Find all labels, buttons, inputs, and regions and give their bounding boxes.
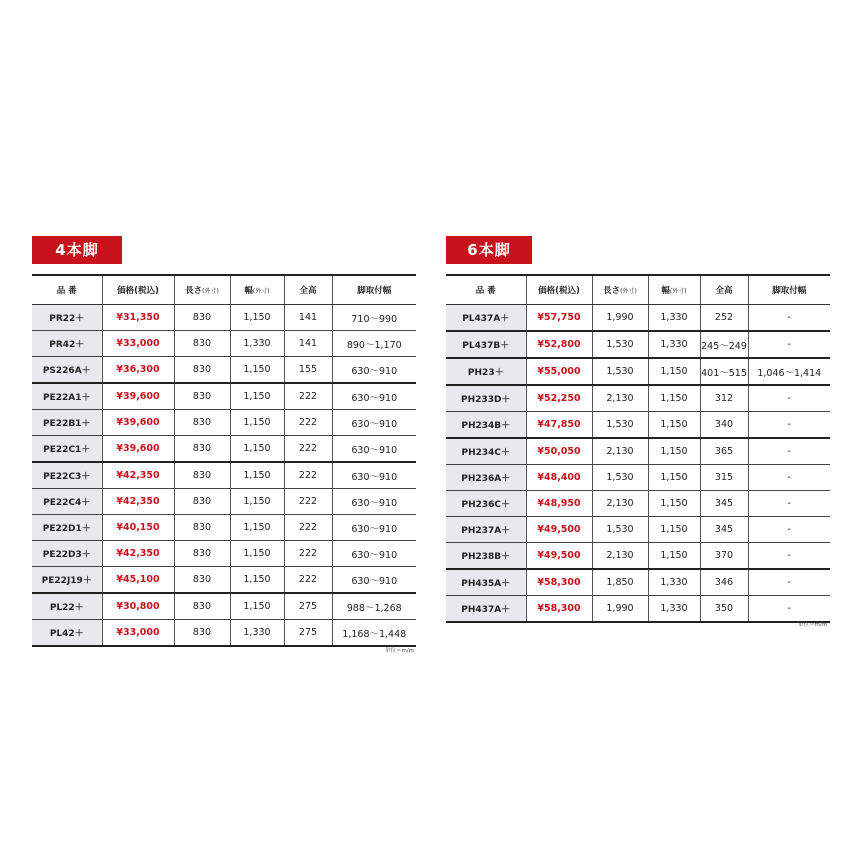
cell-model: PE22J19＋ xyxy=(32,567,102,594)
cell-width: 1,150 xyxy=(648,385,700,412)
table-row xyxy=(32,305,416,331)
cell-height: 350 xyxy=(700,596,748,623)
table-row xyxy=(446,385,830,412)
cell-range: 630～910 xyxy=(332,567,416,594)
cell-price: ¥31,350 xyxy=(102,305,174,331)
cell-width: 1,150 xyxy=(230,462,284,489)
cell-length: 1,530 xyxy=(592,517,648,543)
cell-height: 275 xyxy=(284,620,332,647)
cell-price: ¥39,600 xyxy=(102,383,174,410)
table-row xyxy=(32,357,416,384)
cell-length: 830 xyxy=(174,410,230,436)
cell-range: - xyxy=(748,305,830,332)
cell-model: PE22C4＋ xyxy=(32,489,102,515)
cell-height: 222 xyxy=(284,410,332,436)
cell-model: PH236C＋ xyxy=(446,491,526,517)
cell-height: 340 xyxy=(700,412,748,439)
cell-length: 2,130 xyxy=(592,543,648,570)
cell-price: ¥42,350 xyxy=(102,541,174,567)
col-range-header: 脚取付幅 xyxy=(332,275,416,305)
cell-width: 1,150 xyxy=(648,465,700,491)
cell-height: 365 xyxy=(700,438,748,465)
cell-price: ¥49,500 xyxy=(526,543,592,570)
cell-range: 710～990 xyxy=(332,305,416,331)
cell-model: PR42＋ xyxy=(32,331,102,357)
cell-model: PE22B1＋ xyxy=(32,410,102,436)
cell-range: - xyxy=(748,438,830,465)
cell-width: 1,330 xyxy=(230,331,284,357)
col-model-header: 品 番 xyxy=(32,275,102,305)
cell-height: 345 xyxy=(700,491,748,517)
table-row xyxy=(32,567,416,594)
cell-range: - xyxy=(748,517,830,543)
table-row xyxy=(446,569,830,596)
cell-height: 345 xyxy=(700,517,748,543)
cell-price: ¥42,350 xyxy=(102,462,174,489)
cell-range: 630～910 xyxy=(332,357,416,384)
table-row xyxy=(32,515,416,541)
cell-height: 222 xyxy=(284,462,332,489)
cell-model: PH237A＋ xyxy=(446,517,526,543)
cell-price: ¥48,400 xyxy=(526,465,592,491)
cell-price: ¥36,300 xyxy=(102,357,174,384)
cell-length: 1,530 xyxy=(592,358,648,385)
cell-price: ¥55,000 xyxy=(526,358,592,385)
cell-width: 1,150 xyxy=(648,412,700,439)
cell-length: 1,850 xyxy=(592,569,648,596)
cell-price: ¥50,050 xyxy=(526,438,592,465)
cell-length: 830 xyxy=(174,357,230,384)
cell-model: PH234B＋ xyxy=(446,412,526,439)
four-leg-spec-table xyxy=(32,274,416,647)
col-width-header: 幅(外寸) xyxy=(648,275,700,305)
cell-range: - xyxy=(748,385,830,412)
col-model-header: 品 番 xyxy=(446,275,526,305)
six-leg-badge: 6本脚 xyxy=(446,236,532,264)
cell-length: 830 xyxy=(174,462,230,489)
cell-range: 1,168～1,448 xyxy=(332,620,416,647)
cell-width: 1,330 xyxy=(648,569,700,596)
cell-price: ¥30,800 xyxy=(102,593,174,620)
cell-width: 1,150 xyxy=(230,410,284,436)
cell-range: - xyxy=(748,569,830,596)
cell-model: PH234C＋ xyxy=(446,438,526,465)
cell-length: 2,130 xyxy=(592,491,648,517)
cell-height: 312 xyxy=(700,385,748,412)
table-row xyxy=(32,436,416,463)
table-header-row xyxy=(446,275,830,305)
col-length-header: 長さ(外寸) xyxy=(174,275,230,305)
cell-price: ¥48,950 xyxy=(526,491,592,517)
table-row xyxy=(32,541,416,567)
cell-height: 155 xyxy=(284,357,332,384)
cell-model: PL42＋ xyxy=(32,620,102,647)
cell-width: 1,150 xyxy=(648,491,700,517)
cell-range: 630～910 xyxy=(332,489,416,515)
cell-model: PS226A＋ xyxy=(32,357,102,384)
cell-price: ¥33,000 xyxy=(102,620,174,647)
table-row xyxy=(446,438,830,465)
cell-model: PR22＋ xyxy=(32,305,102,331)
table-row xyxy=(32,331,416,357)
cell-height: 315 xyxy=(700,465,748,491)
table-row xyxy=(446,305,830,332)
cell-price: ¥49,500 xyxy=(526,517,592,543)
cell-height: 245～249 xyxy=(700,331,748,358)
cell-model: PH238B＋ xyxy=(446,543,526,570)
cell-model: PL22＋ xyxy=(32,593,102,620)
table-row xyxy=(32,620,416,647)
cell-length: 830 xyxy=(174,383,230,410)
cell-length: 830 xyxy=(174,489,230,515)
cell-price: ¥52,800 xyxy=(526,331,592,358)
col-length-header: 長さ(外寸) xyxy=(592,275,648,305)
cell-width: 1,330 xyxy=(648,596,700,623)
cell-width: 1,150 xyxy=(230,541,284,567)
cell-width: 1,150 xyxy=(230,357,284,384)
cell-length: 2,130 xyxy=(592,438,648,465)
cell-length: 830 xyxy=(174,593,230,620)
cell-length: 830 xyxy=(174,305,230,331)
cell-height: 222 xyxy=(284,567,332,594)
cell-model: PH23＋ xyxy=(446,358,526,385)
cell-range: - xyxy=(748,596,830,623)
cell-width: 1,330 xyxy=(648,305,700,332)
cell-price: ¥57,750 xyxy=(526,305,592,332)
cell-length: 2,130 xyxy=(592,385,648,412)
table-row xyxy=(446,358,830,385)
table-row xyxy=(446,331,830,358)
cell-price: ¥42,350 xyxy=(102,489,174,515)
cell-length: 830 xyxy=(174,541,230,567)
cell-range: 890～1,170 xyxy=(332,331,416,357)
cell-width: 1,150 xyxy=(648,543,700,570)
cell-height: 222 xyxy=(284,515,332,541)
cell-width: 1,150 xyxy=(230,567,284,594)
cell-height: 252 xyxy=(700,305,748,332)
cell-width: 1,150 xyxy=(230,515,284,541)
cell-height: 222 xyxy=(284,436,332,463)
table-row xyxy=(32,462,416,489)
cell-length: 1,990 xyxy=(592,305,648,332)
cell-price: ¥39,600 xyxy=(102,410,174,436)
cell-price: ¥33,000 xyxy=(102,331,174,357)
table-header-row xyxy=(32,275,416,305)
cell-price: ¥45,100 xyxy=(102,567,174,594)
cell-price: ¥39,600 xyxy=(102,436,174,463)
table-row xyxy=(32,383,416,410)
cell-range: 630～910 xyxy=(332,462,416,489)
cell-height: 346 xyxy=(700,569,748,596)
cell-width: 1,330 xyxy=(230,620,284,647)
col-height-header: 全高 xyxy=(284,275,332,305)
cell-model: PH236A＋ xyxy=(446,465,526,491)
cell-width: 1,150 xyxy=(230,305,284,331)
cell-length: 1,530 xyxy=(592,331,648,358)
unit-note: 単位＝m/m xyxy=(798,622,828,628)
unit-note: 単位＝m/m xyxy=(385,648,415,654)
col-price-header: 価格(税込) xyxy=(526,275,592,305)
cell-range: 1,046～1,414 xyxy=(748,358,830,385)
cell-model: PE22A1＋ xyxy=(32,383,102,410)
table-row xyxy=(446,596,830,623)
cell-range: - xyxy=(748,412,830,439)
cell-length: 1,530 xyxy=(592,412,648,439)
cell-range: 988～1,268 xyxy=(332,593,416,620)
cell-width: 1,150 xyxy=(230,436,284,463)
cell-length: 830 xyxy=(174,567,230,594)
cell-length: 830 xyxy=(174,515,230,541)
cell-price: ¥52,250 xyxy=(526,385,592,412)
cell-width: 1,150 xyxy=(230,383,284,410)
cell-model: PH435A＋ xyxy=(446,569,526,596)
cell-height: 141 xyxy=(284,305,332,331)
cell-model: PE22C3＋ xyxy=(32,462,102,489)
cell-length: 830 xyxy=(174,331,230,357)
table-row xyxy=(446,517,830,543)
cell-height: 222 xyxy=(284,541,332,567)
cell-length: 830 xyxy=(174,436,230,463)
table-row xyxy=(446,465,830,491)
cell-height: 141 xyxy=(284,331,332,357)
cell-height: 222 xyxy=(284,489,332,515)
cell-range: 630～910 xyxy=(332,410,416,436)
cell-height: 370 xyxy=(700,543,748,570)
col-width-header: 幅(外寸) xyxy=(230,275,284,305)
cell-model: PH233D＋ xyxy=(446,385,526,412)
cell-model: PE22C1＋ xyxy=(32,436,102,463)
cell-width: 1,150 xyxy=(648,438,700,465)
cell-width: 1,150 xyxy=(230,489,284,515)
table-row xyxy=(32,410,416,436)
cell-height: 401～515 xyxy=(700,358,748,385)
table-row xyxy=(446,491,830,517)
cell-range: - xyxy=(748,331,830,358)
cell-model: PL437A＋ xyxy=(446,305,526,332)
col-height-header: 全高 xyxy=(700,275,748,305)
cell-width: 1,150 xyxy=(230,593,284,620)
cell-model: PH437A＋ xyxy=(446,596,526,623)
cell-width: 1,150 xyxy=(648,517,700,543)
cell-model: PL437B＋ xyxy=(446,331,526,358)
cell-length: 1,530 xyxy=(592,465,648,491)
cell-range: - xyxy=(748,491,830,517)
cell-range: - xyxy=(748,543,830,570)
cell-range: - xyxy=(748,465,830,491)
cell-range: 630～910 xyxy=(332,436,416,463)
table-row xyxy=(446,543,830,570)
cell-range: 630～910 xyxy=(332,383,416,410)
cell-price: ¥58,300 xyxy=(526,569,592,596)
four-leg-badge: 4本脚 xyxy=(32,236,122,264)
cell-length: 1,990 xyxy=(592,596,648,623)
table-row xyxy=(32,489,416,515)
table-row xyxy=(32,593,416,620)
cell-height: 222 xyxy=(284,383,332,410)
six-leg-spec-table xyxy=(446,274,830,623)
col-range-header: 脚取付幅 xyxy=(748,275,830,305)
table-row xyxy=(446,412,830,439)
col-price-header: 価格(税込) xyxy=(102,275,174,305)
cell-model: PE22D3＋ xyxy=(32,541,102,567)
cell-width: 1,150 xyxy=(648,358,700,385)
cell-range: 630～910 xyxy=(332,541,416,567)
cell-width: 1,330 xyxy=(648,331,700,358)
cell-height: 275 xyxy=(284,593,332,620)
cell-price: ¥58,300 xyxy=(526,596,592,623)
cell-length: 830 xyxy=(174,620,230,647)
cell-model: PE22D1＋ xyxy=(32,515,102,541)
cell-price: ¥40,150 xyxy=(102,515,174,541)
cell-range: 630～910 xyxy=(332,515,416,541)
cell-price: ¥47,850 xyxy=(526,412,592,439)
